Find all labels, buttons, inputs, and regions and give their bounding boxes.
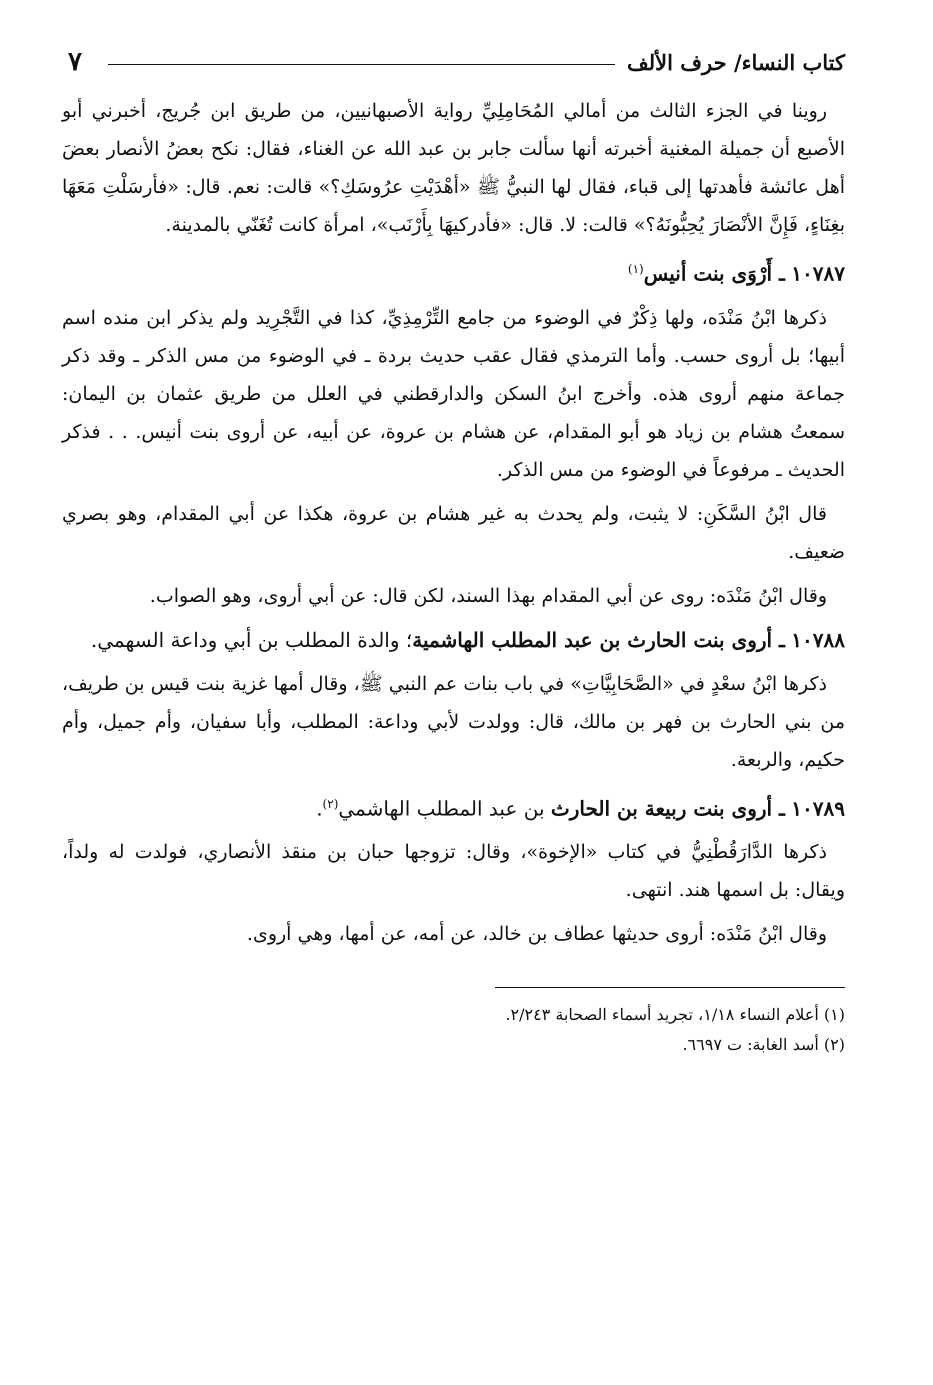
entry-heading: ١٠٧٨٨ ـ أروى بنت الحارث بن عبد المطلب الهاشمية؛ والدة المطلب بن أبي وداعة السهمي.: [90, 627, 845, 652]
entry-number: ١٠٧٨٨: [791, 627, 845, 652]
footnote-ref[interactable]: (١): [627, 262, 644, 276]
body-paragraph: وقال ابْنُ مَنْدَه: روى عن أبي المقدام بهذا السند، لكن قال: عن أبي أروى، وهو الصواب.: [149, 584, 827, 607]
body-paragraph: ذكرها ابْنُ مَنْدَه، ولها ذِكْرٌ في الوضوء من جامع التِّرْمِذِيِّ، كذا في التَّجْرِيد ولم يذكر ابن منده اسم أبيها؛ بل أروى حسب. وأما الترمذي فقال عقب حديث بردة ـ في الوضوء من مس الذكر ـ وقد ذكر جماعة منهم أروى هذه. وأخرج ابنُ السكن والدارقطني في العلل من طريق عثمان بن اليمان: سمعتُ هشام بن زياد هو أبو المقدام، عن هشام بن عروة، عن أبيه، عن أروى بنت أنيس. . . فذكر الحديث ـ مرفوعاً في الوضوء من مس الذكر.: [62, 306, 845, 481]
entry-heading: ١٠٧٨٩ ـ أروى بنت ربيعة بن الحارث بن عبد المطلب الهاشمي$^{(٢)}$.: [316, 796, 845, 821]
page-number: ٧: [68, 47, 82, 77]
running-title: كتاب النساء/ حرف الألف: [627, 49, 845, 75]
entry-description: ؛ والدة المطلب بن أبي وداعة السهمي.: [90, 627, 413, 652]
body-paragraph: ذكرها الدَّارَقُطْنِيُّ في كتاب «الإخوة»، وقال: تزوجها حبان بن منقذ الأنصاري، فولدت له ولداً، ويقال: بل اسمها هند. انتهى.: [62, 841, 845, 902]
body-paragraph: ذكرها ابْنُ سعْدٍ في «الصَّحَابِيَّاتِ» في باب بنات عم النبي ﷺ، وقال أمها غزية بنت قيس بن طريف، من بني الحارث بن فهر بن مالك، قال: وولدت لأبي وداعة: المطلب، وأبا سفيان، وأم جميل، وأم حكيم، والربعة.: [62, 672, 845, 771]
footnotes: [62, 1000, 845, 1060]
entry-name: أَرْوَى بنت أنيس: [643, 261, 773, 286]
footnote-item: (١) أعلام النساء ١/١٨، تجريد أسماء الصحابة ٢/٢٤٣.: [505, 1005, 845, 1025]
header-rule: [108, 64, 615, 65]
page-body: [62, 92, 845, 953]
entry-number: ١٠٧٨٧: [791, 261, 845, 286]
footnote-rule: [495, 987, 845, 988]
book-page: [62, 40, 845, 1345]
entry-heading: ١٠٧٨٧ ـ أَرْوَى بنت أنيس$^{(١)}$: [627, 261, 845, 286]
body-paragraph: وقال ابْنُ مَنْدَه: أروى حديثها عطاف بن خالد، عن أمه، عن أمها، وهي أروى.: [246, 923, 827, 946]
footnote-item: (٢) أسد الغابة: ت ٦٦٩٧.: [682, 1035, 845, 1055]
entry-name: أروى بنت ربيعة بن الحارث: [550, 796, 773, 821]
running-header: [62, 40, 845, 84]
body-paragraph: روينا في الجزء الثالث من أمالي المُحَامِلِيِّ رواية الأصبهانيين، من طريق ابن جُريج، أخبرني أبو الأصبع أن جميلة المغنية أخبرته أنها سألت جابر بن عبد الله عن الغناء، فقال: نكح بعضُ الأنصار بعضَ أهل عائشة فأهدتها إلى قباء، فقال لها النبيُّ ﷺ «أهْدَيْتِ عرُوسَكِ؟» قالت: نعم. قال: «فأرسَلْتِ مَعَهَا بغِنَاءٍ، فَإِنَّ الأنْصَارَ يُحِبُّونَهُ؟» قالت: لا. قال: «فأدركيهَا بِأَرْنَب»، امرأة كانت تُغَنّي بالمدينة.: [62, 100, 845, 236]
entry-description: بن عبد المطلب الهاشمي: [338, 796, 551, 821]
entry-name: أروى بنت الحارث بن عبد المطلب الهاشمية: [412, 627, 773, 652]
footnote-ref[interactable]: (٢): [322, 796, 339, 811]
entry-number: ١٠٧٨٩: [791, 796, 845, 821]
entry-tail: .: [316, 796, 323, 821]
body-paragraph: قال ابْنُ السَّكَنِ: لا يثبت، ولم يحدث به غير هشام بن عروة، هكذا عن أبي المقدام، وهو بصري ضعيف.: [62, 502, 845, 563]
